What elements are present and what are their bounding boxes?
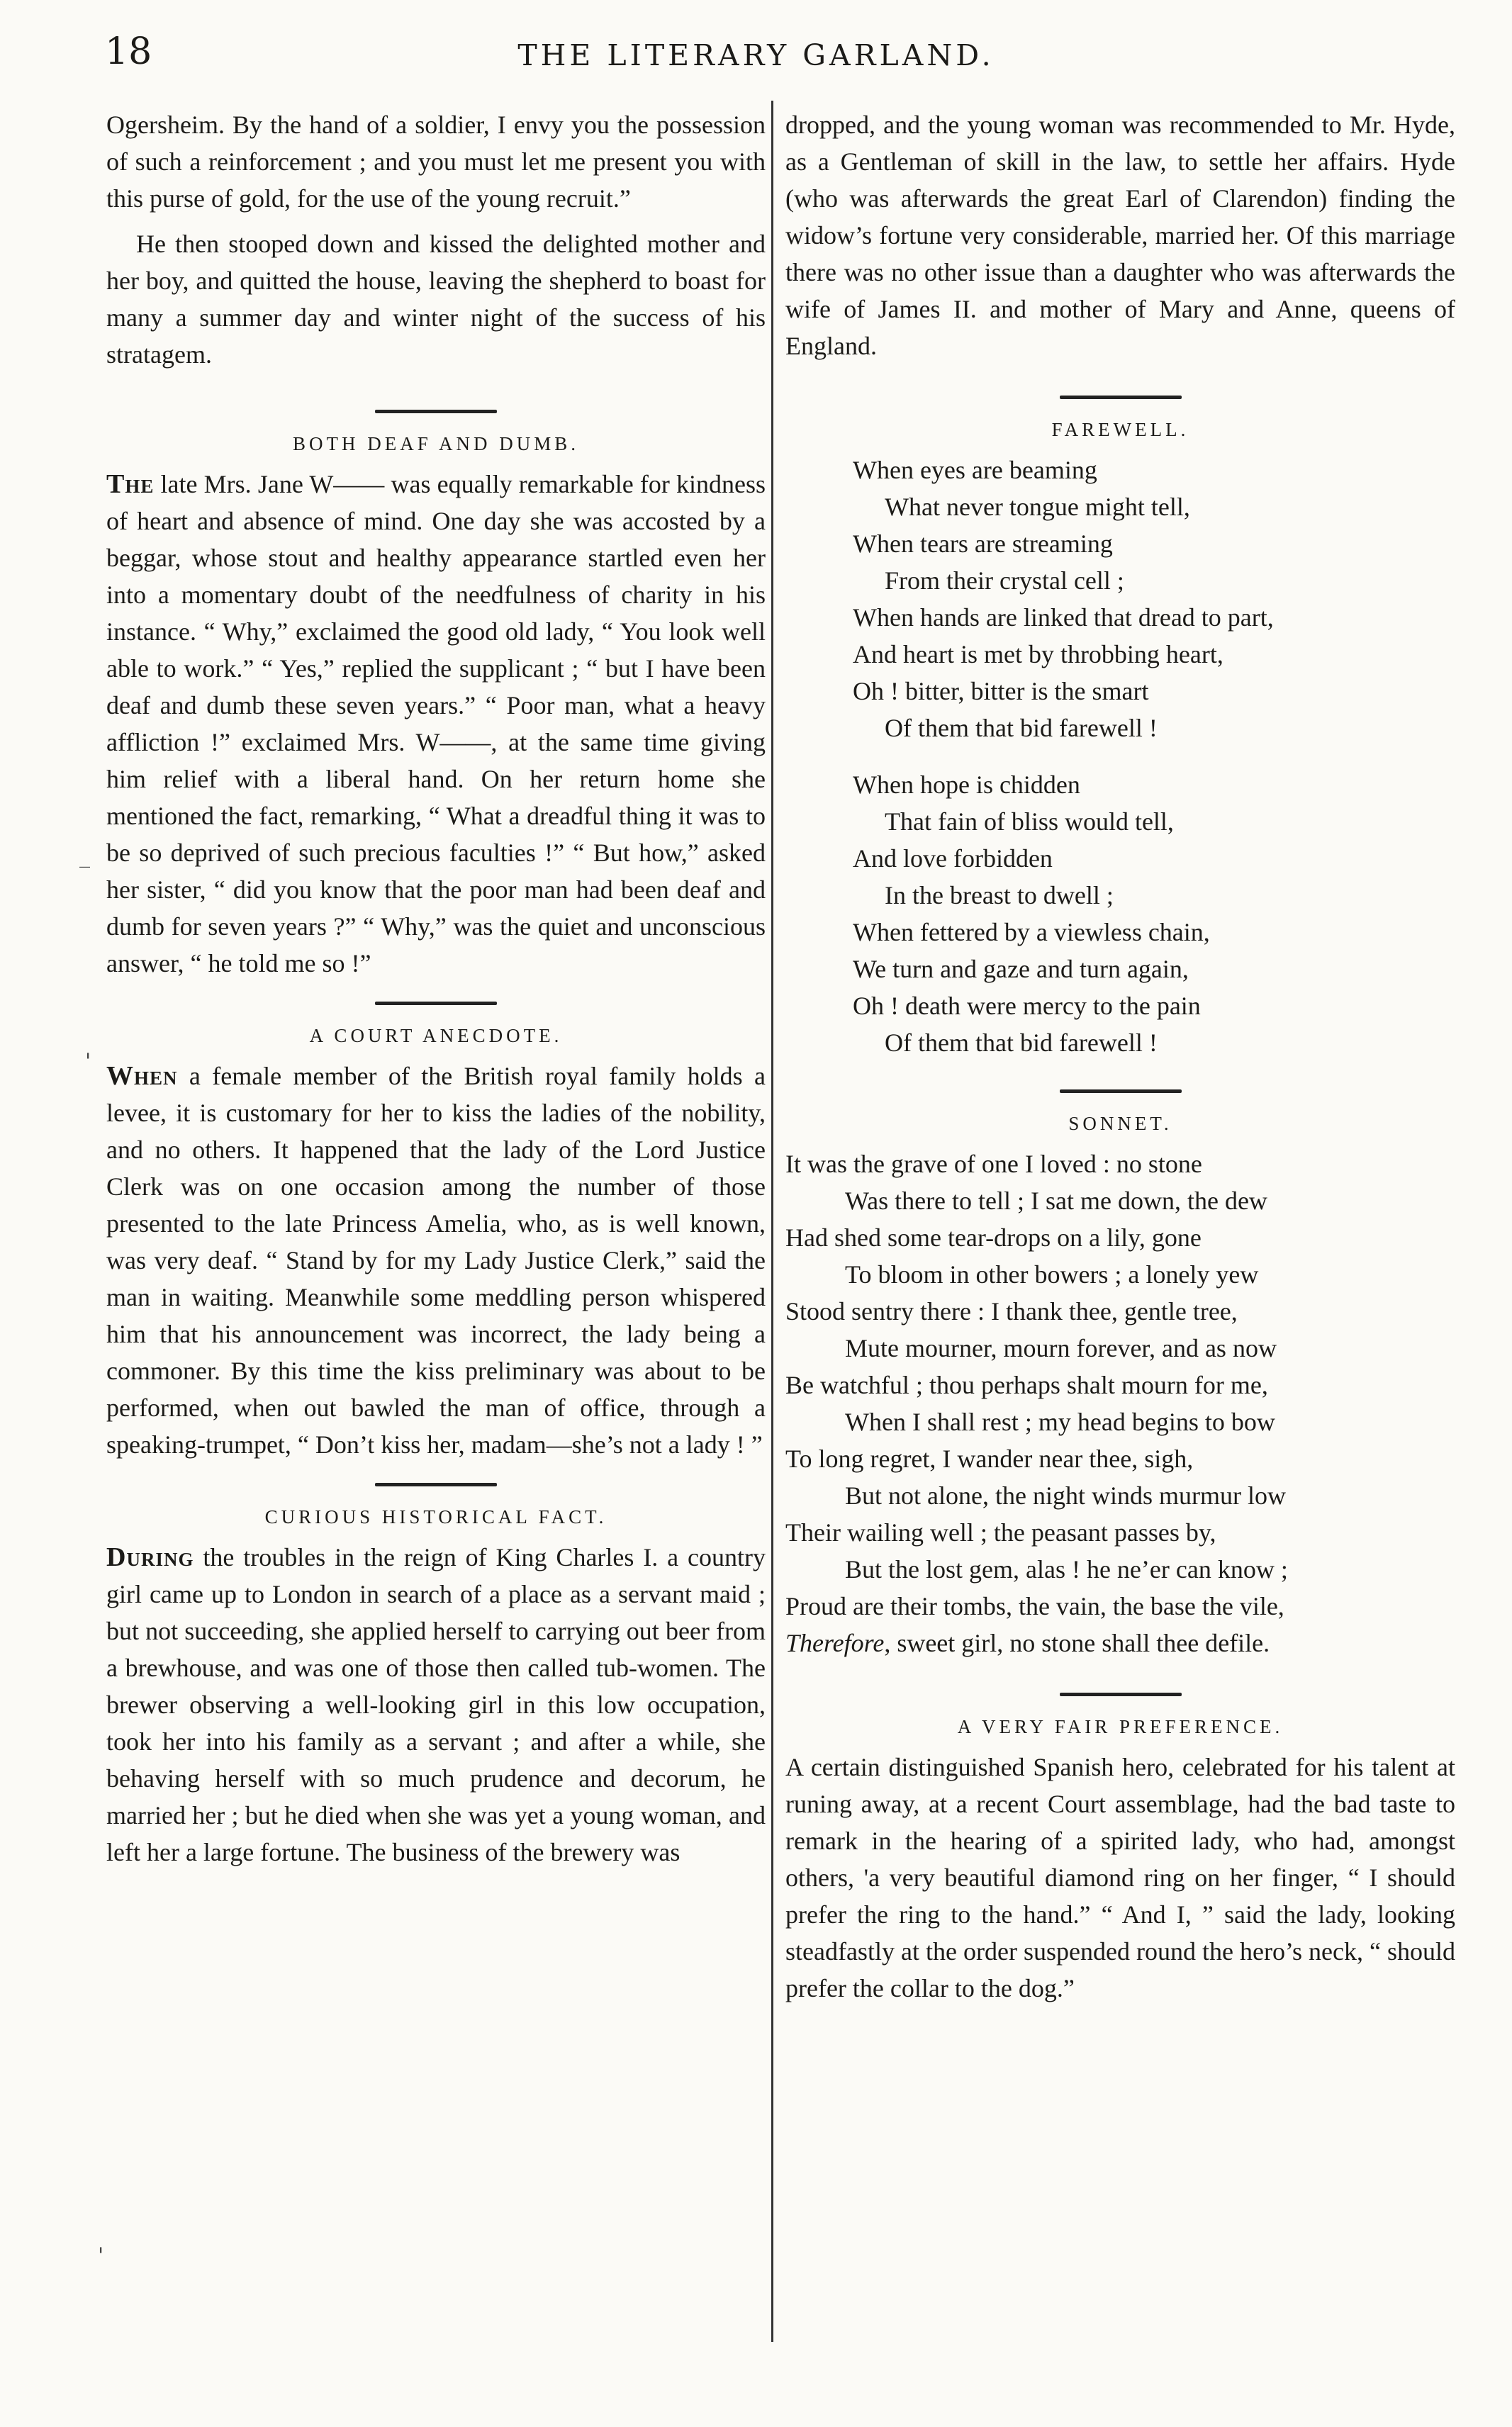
margin-mark: ' (98, 2243, 104, 2268)
running-title: THE LITERARY GARLAND. (517, 38, 995, 72)
poem-line: Proud are their tombs, the vain, the base the vile, (785, 1592, 1284, 1620)
section-title-preference: A VERY FAIR PREFERENCE. (957, 1716, 1284, 1737)
article-court-anecdote (106, 1058, 766, 1463)
section-title-sonnet: SONNET. (1068, 1113, 1172, 1134)
poem-line: We turn and gaze and turn again, (853, 955, 1189, 983)
poem-line: Had shed some tear-drops on a lily, gone (785, 1223, 1202, 1252)
poem-line: When hands are linked that dread to part, (853, 603, 1274, 632)
poem-farewell (785, 452, 1455, 1061)
poem-sonnet (785, 1145, 1455, 1661)
poem-line: When hope is chidden (853, 770, 1080, 799)
poem-line: But the lost gem, alas ! he ne’er can know ; (845, 1555, 1288, 1584)
poem-line: And love forbidden (853, 844, 1053, 873)
article-deaf-dumb (106, 466, 766, 982)
poem-line: Be watchful ; thou perhaps shalt mourn for me, (785, 1371, 1268, 1399)
section-title-farewell: FAREWELL. (1051, 419, 1189, 440)
poem-line: Of them that bid farewell ! (885, 1028, 1158, 1057)
article-preference: A certain distinguished Spanish hero, celebrated for his talent at runing away, at a recent Court assemblage, had the bad taste to remark in the hearing of a spirited lady, who had, amongst others, 'a very beautiful diamond ring on her finger, “ I should prefer the ring to the hand.” “ And I, ” said the lady, looking steadfastly at the order suspended round the hero’s neck, “ should prefer the collar to the dog.” (785, 1753, 1455, 2002)
section-rule (375, 410, 497, 413)
section-title-court-anecdote: A COURT ANECDOTE. (309, 1025, 563, 1046)
poem-line: Stood sentry there : I thank thee, gentle tree, (785, 1297, 1238, 1325)
article-text: late Mrs. Jane W—— was equally remarkable for kindness of heart and absence of mind. One day she was accosted by a beggar, whose stout and healthy appearance startled even her into a momentary doubt of the needfulness of charity in his instance. “ Why,” exclaimed the good old lady, “ You look well able to work.” “ Yes,” replied the supplicant ; “ but I have been deaf and dumb these seven years.” “ Poor man, what a heavy affliction !” exclaimed Mrs. W——, at the same time giving him relief with a liberal hand. On her return home she mentioned the fact, remarking, “ What a dreadful thing it was to be so deprived of such precious faculties !” “ But how,” asked her sister, “ did you know that the poor man had been deaf and dumb for seven years ?” “ Why,” was the quiet and unconscious answer, “ he told me so !” (106, 470, 766, 977)
poem-line: When tears are streaming (853, 529, 1113, 558)
intro-paragraph: He then stooped down and kissed the delighted mother and her boy, and quitted the house, leaving the shepherd to boast for many a summer day and winter night of the success of his stratagem. (106, 230, 766, 369)
page-number: 18 (105, 30, 152, 73)
section-rule (1060, 1089, 1182, 1093)
article-text: a female member of the British royal family holds a levee, it is customary for her to kiss the ladies of the nobility, and no others. It happened that the lady of the Lord Justice Clerk was on one occasion among the number of those presented to the late Princess Amelia, who, as is well known, was very deaf. “ Stand by for my Lady Justice Clerk,” said the man in waiting. Meanwhile some meddling person whispered him that his announcement was incorrect, the lady being a commoner. By this time the kiss preliminary was about to be performed, when out bawled the man of office, through a speaking-trumpet, “ Don’t kiss her, madam—she’s not a lady ! ” (106, 1062, 766, 1459)
page-header (0, 27, 1512, 84)
italic-word: Therefore (785, 1629, 885, 1657)
poem-line: And heart is met by throbbing heart, (853, 640, 1223, 668)
column-divider (771, 101, 773, 2342)
poem-line: To bloom in other bowers ; a lonely yew (845, 1260, 1259, 1289)
section-rule (1060, 1693, 1182, 1696)
poem-line: That fain of bliss would tell, (885, 807, 1174, 836)
poem-line: It was the grave of one I loved : no stone (785, 1150, 1202, 1178)
poem-line: Of them that bid farewell ! (885, 714, 1158, 742)
intro-paragraph: Ogersheim. By the hand of a soldier, I envy you the possession of such a reinforcement ; and you must let me present you with this purse of gold, for the use of the young recruit.” (106, 111, 766, 213)
margin-mark: ' (85, 1049, 91, 1074)
section-title-historical-fact: CURIOUS HISTORICAL FACT. (264, 1506, 607, 1528)
poem-line: In the breast to dwell ; (885, 881, 1114, 909)
poem-line-rest: , sweet girl, no stone shall thee defile. (884, 1629, 1270, 1657)
poem-line: To long regret, I wander near thee, sigh, (785, 1445, 1194, 1473)
section-title-deaf-dumb: BOTH DEAF AND DUMB. (292, 433, 580, 454)
poem-line: From their crystal cell ; (885, 566, 1124, 595)
poem-line-final (785, 1625, 1455, 1661)
poem-line: Oh ! death were mercy to the pain (853, 992, 1201, 1020)
article-text: the troubles in the reign of King Charles I. a country girl came up to London in search of a place as a servant maid ; but not succeeding, she applied herself to carrying out beer from a brewhouse, and was one of those then called tub-women. The brewer observing a well-looking girl in this low occupation, took her into his family as a servant ; and after a while, she behaving herself with so much prudence and decorum, he married her ; but he died when she was yet a young woman, and left her a large fortune. The business of the brewery was (106, 1543, 766, 1866)
poem-line: Oh ! bitter, bitter is the smart (853, 677, 1149, 705)
poem-line: But not alone, the night winds murmur low (845, 1481, 1286, 1510)
margin-mark: _ (79, 843, 90, 868)
poem-line: What never tongue might tell, (885, 493, 1190, 521)
poem-line: Mute mourner, mourn forever, and as now (845, 1334, 1277, 1362)
poem-line: When eyes are beaming (853, 456, 1097, 484)
section-rule (375, 1483, 497, 1486)
left-column (106, 106, 766, 1871)
poem-line: Was there to tell ; I sat me down, the dew (845, 1187, 1267, 1215)
poem-line: When fettered by a viewless chain, (853, 918, 1210, 946)
poem-line: Their wailing well ; the peasant passes by, (785, 1518, 1216, 1547)
lead-word: The (106, 469, 155, 499)
right-column (785, 106, 1455, 2007)
continuation-paragraph: dropped, and the young woman was recommended to Mr. Hyde, as a Gentleman of skill in the law, to settle her affairs. Hyde (who was afterwards the great Earl of Clarendon) finding the widow’s fortune very considerable, married her. Of this marriage there was no other issue than a daughter who was afterwards the wife of James II. and mother of Mary and Anne, queens of England. (785, 111, 1455, 360)
section-rule (375, 1002, 497, 1005)
section-rule (1060, 396, 1182, 399)
lead-word: When (106, 1061, 178, 1091)
lead-word: During (106, 1542, 194, 1572)
article-historical-fact (106, 1539, 766, 1871)
poem-line: When I shall rest ; my head begins to bow (845, 1408, 1275, 1436)
